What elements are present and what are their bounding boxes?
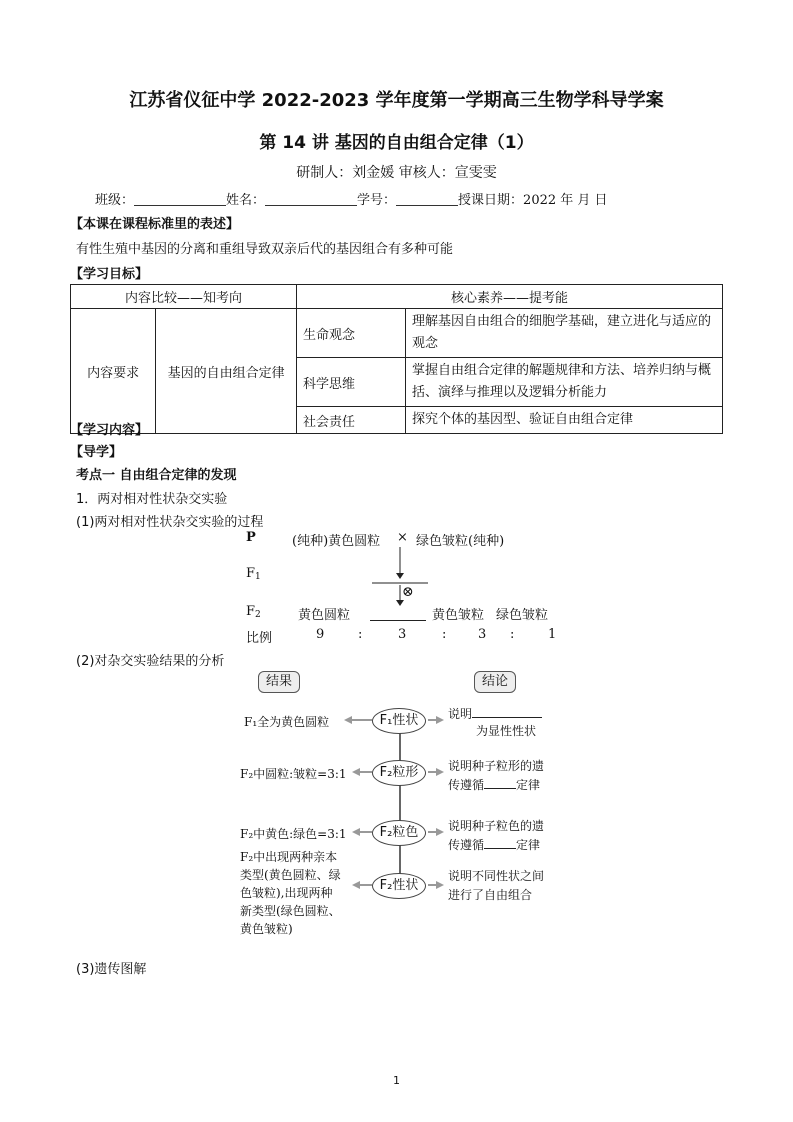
conclusion-f1: [448, 705, 542, 722]
conclusion-shape-line2: [448, 776, 540, 793]
conclusion-color-line1: 说明种子粒色的遗: [448, 819, 545, 833]
ratio-value: 3: [478, 627, 487, 642]
f2-phenotype-4: 绿色皱粒: [496, 608, 549, 623]
answer-blank: [484, 788, 516, 789]
goals-col2-header: 核心素养——提考能: [297, 285, 723, 309]
literacy-cell: 社会责任: [297, 407, 406, 434]
left-arrow-head: [352, 828, 360, 836]
ratio-label: 比例: [246, 631, 273, 646]
ratio-value: 9: [316, 627, 325, 642]
f2-phenotype-2-blank: [370, 620, 426, 621]
literacy-cell: 科学思维: [297, 358, 406, 407]
conclusion-color-line2: [448, 836, 540, 853]
class-blank: [134, 191, 226, 206]
ratio-value: 1: [548, 627, 557, 642]
sub-item-process: (1)两对相对性状杂交实验的过程: [76, 515, 264, 530]
right-arrow-head: [436, 716, 444, 724]
conclusion-traits-line2: 进行了自由组合: [448, 888, 533, 902]
left-arrow-head: [344, 716, 352, 724]
name-label: 姓名：: [226, 193, 266, 208]
node-f2-seed-color: F₂粒色: [372, 820, 426, 846]
ratio-value: 3: [398, 627, 407, 642]
result-f2-shape: F₂中圆粒:皱粒=3:1: [240, 767, 347, 781]
cross-arrows: [360, 545, 440, 607]
table-row: [71, 309, 723, 358]
left-arrow-head: [352, 881, 360, 889]
result-f2-traits-line: F₂中出现两种亲本: [240, 850, 338, 864]
conclusion-text: 定律: [516, 778, 541, 792]
date-label: 授课日期：2022 年 月 日: [458, 193, 608, 208]
conclusion-f1-rest: 为显性性状: [476, 724, 537, 738]
f1-subscript: 1: [255, 572, 261, 582]
f2-letter: F: [246, 604, 256, 619]
literacy-cell: 生命观念: [297, 309, 406, 358]
point-one-heading: 考点一 自由组合定律的发现: [76, 468, 237, 483]
conclusion-tag: 结论: [474, 671, 516, 693]
node-f2-traits: F₂性状: [372, 873, 426, 899]
goals-heading: 【学习目标】: [70, 267, 149, 282]
sub-item-analysis: (2)对杂交实验结果的分析: [76, 654, 225, 669]
standard-heading: 【本课在课程标准里的表述】: [70, 217, 240, 232]
cross-parent-right: 绿色皱粒(纯种): [416, 534, 505, 549]
cross-f1-label: [246, 566, 261, 582]
cross-times-symbol: ×: [397, 530, 408, 545]
self-cross-symbol: ⊗: [402, 584, 414, 600]
cross-p-label: P: [246, 530, 256, 545]
req-label-cell: 内容要求: [71, 309, 156, 434]
literacy-desc-cell: 理解基因自由组合的细胞学基础，建立进化与适应的观念: [406, 309, 723, 358]
f2-phenotype-1: 黄色圆粒: [298, 608, 351, 623]
right-arrow-head: [436, 881, 444, 889]
req-topic-cell: 基因的自由组合定律: [156, 309, 297, 434]
f2-phenotype-3: 黄色皱粒: [432, 608, 485, 623]
lesson-title: 第 14 讲 基因的自由组合定律（1）: [259, 133, 534, 153]
item-one: 1．两对相对性状杂交实验: [76, 492, 228, 507]
conclusion-text: 传遵循: [448, 838, 485, 852]
sub-item-genetic-diagram: (3)遗传图解: [76, 962, 147, 977]
conclusion-shape-line1: 说明种子粒形的遗: [448, 759, 545, 773]
number-blank: [396, 191, 458, 206]
number-label: 学号：: [357, 193, 397, 208]
result-f2-traits-line: 色皱粒),出现两种: [240, 886, 333, 900]
goals-table: [70, 284, 723, 434]
result-tag: 结果: [258, 671, 300, 693]
result-f2-traits-line: 黄色皱粒): [240, 922, 293, 936]
literacy-desc-cell: 掌握自由组合定律的解题规律和方法、培养归纳与概括、演绎与推理以及逻辑分析能力: [406, 358, 723, 407]
document-title: 江苏省仪征中学 2022-2023 学年度第一学期高三生物学科导学案: [129, 90, 664, 111]
result-f2-traits-line: 新类型(绿色圆粒、: [240, 904, 341, 918]
answer-blank: [484, 848, 516, 849]
standard-text: 有性生殖中基因的分离和重组导致双亲后代的基因组合有多种可能: [76, 242, 454, 257]
name-blank: [265, 191, 357, 206]
goals-table-header: [71, 285, 723, 309]
ratio-colon: :: [442, 627, 447, 642]
ratio-colon: :: [510, 627, 515, 642]
right-arrow-head: [436, 828, 444, 836]
cross-f2-label: [246, 604, 261, 620]
authors-line: 研制人：刘金媛 审核人：宣雯雯: [296, 165, 497, 181]
conclusion-text: 传遵循: [448, 778, 485, 792]
result-f2-color: F₂中黄色:绿色=3:1: [240, 827, 347, 841]
result-f2-traits: [240, 848, 341, 938]
conclusion-text: 说明: [448, 707, 473, 721]
answer-blank: [472, 717, 542, 718]
right-arrow-head: [436, 768, 444, 776]
goals-col1-header: 内容比较——知考向: [71, 285, 297, 309]
arrow-down-head: [396, 573, 404, 579]
guide-heading: 【导学】: [70, 445, 123, 460]
conclusion-traits-line1: 说明不同性状之间: [448, 869, 545, 883]
result-f2-traits-line: 类型(黄色圆粒、绿: [240, 868, 341, 882]
node-f1-traits: F₁性状: [372, 708, 426, 734]
arrow-down-head: [396, 600, 404, 606]
result-f1: F₁全为黄色圆粒: [244, 715, 330, 729]
cross-parent-left: (纯种)黄色圆粒: [292, 534, 381, 549]
f2-subscript: 2: [255, 610, 261, 620]
conclusion-text: 定律: [516, 838, 541, 852]
student-info-line: [95, 189, 608, 208]
content-heading: 【学习内容】: [70, 423, 149, 438]
class-label: 班级：: [95, 193, 135, 208]
page-number: 1: [393, 1074, 400, 1087]
literacy-desc-cell: 探究个体的基因型、验证自由组合定律: [406, 407, 723, 434]
ratio-colon: :: [358, 627, 363, 642]
left-arrow-head: [352, 768, 360, 776]
node-f2-seed-shape: F₂粒形: [372, 760, 426, 786]
f1-letter: F: [246, 566, 256, 581]
